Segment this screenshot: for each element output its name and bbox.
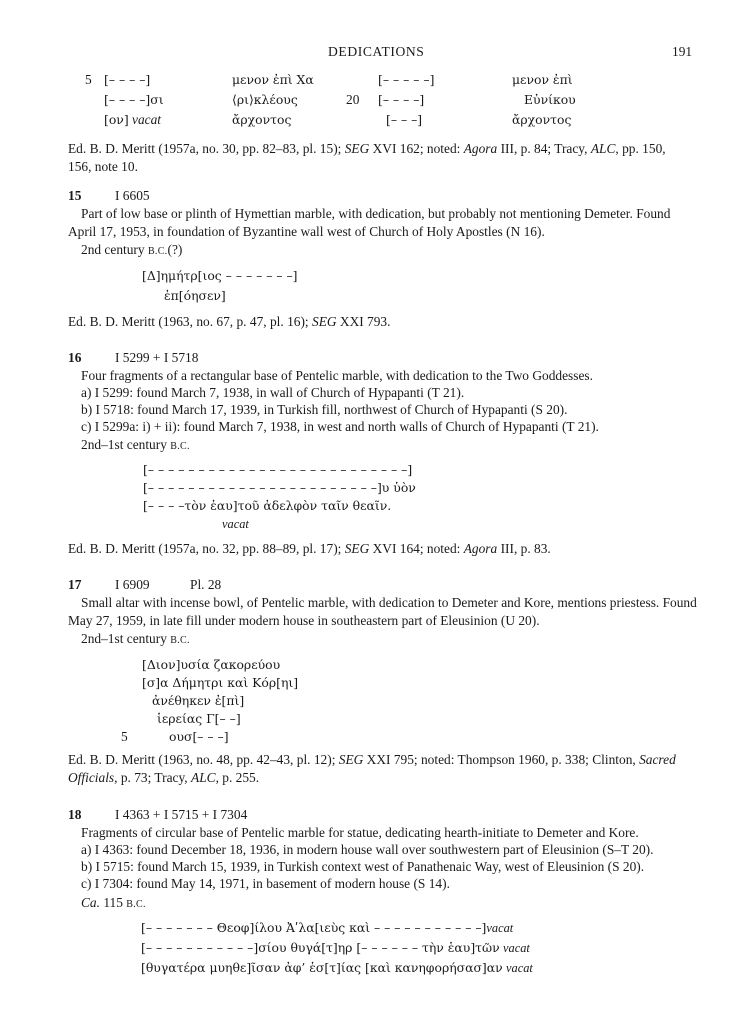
reference-line bbox=[68, 314, 390, 330]
reference-line bbox=[68, 752, 676, 768]
inventory-number: I 4363 + I 5715 + I 7304 bbox=[115, 807, 248, 822]
description-line: Four fragments of a rectangular base of Pentelic marble, with dedication to the Two Goddesses. bbox=[81, 368, 593, 383]
inscription-col2: ⟨ρι⟩κλέους bbox=[232, 92, 298, 107]
date-text: 2nd century bbox=[81, 242, 148, 257]
inscription-text: [θυγατέρα μυηθε]ῖσαν ἀφ’ ἑσ[τ]ίας [καὶ κανηφορήσασ]αν bbox=[141, 960, 503, 975]
date-text: 115 bbox=[99, 895, 127, 910]
vacat-note: vacat bbox=[506, 961, 533, 975]
inscription-col1 bbox=[104, 112, 161, 128]
reference-text: III, p. 83. bbox=[497, 541, 551, 556]
date-line bbox=[81, 895, 146, 913]
inventory-number: I 5299 + I 5718 bbox=[115, 350, 199, 365]
reference-text: XVI 162; noted: bbox=[369, 141, 464, 156]
inscription-text: [– – – – – – – Θεοφ]ίλου Ἀʹλα[ιεὺς καὶ – – – – – – – – – – –] bbox=[141, 920, 487, 935]
reference-agora: Agora bbox=[463, 141, 498, 156]
vacat-note: vacat bbox=[486, 921, 514, 935]
inscription-line: ἐπ[όησεν] bbox=[164, 288, 226, 303]
find-item: c) I 5299a: i) + ii): found March 7, 1938, in west and north walls of Church of Hypapanti (T 21). bbox=[81, 419, 599, 434]
inscription-text: [ον] bbox=[104, 112, 129, 127]
reference-seg: SEG bbox=[312, 314, 337, 329]
reference-text: Ed. B. D. Meritt (1957a, no. 32, pp. 88–89, pl. 17); bbox=[68, 541, 345, 556]
reference-line bbox=[68, 770, 259, 786]
reference-alc: ALC bbox=[191, 770, 216, 785]
vacat-note: vacat bbox=[503, 941, 530, 955]
line-number: 5 bbox=[121, 729, 128, 744]
date-line bbox=[81, 242, 182, 260]
inscription-line: [Δ]ημήτρ[ιος – – – – – – –] bbox=[142, 268, 298, 283]
entry-number: 16 bbox=[68, 350, 82, 365]
reference-text: XXI 795; noted: Thompson 1960, p. 338; Clinton, bbox=[363, 752, 640, 767]
entry-number: 17 bbox=[68, 577, 82, 592]
date-line bbox=[81, 437, 190, 455]
running-header-title: DEDICATIONS bbox=[328, 44, 425, 59]
description-line: Part of low base or plinth of Hymettian marble, with dedication, but probably not mentioning Demeter. Found bbox=[81, 206, 671, 221]
reference-line bbox=[68, 141, 666, 157]
inventory-number: I 6909 bbox=[115, 577, 150, 592]
inscription-col3: [– – – – –] bbox=[378, 72, 435, 87]
inscription-line bbox=[141, 920, 513, 936]
date-era: B.C. bbox=[126, 899, 146, 910]
inscription-line: [– – – –τὸν ἑαυ]τοῦ ἀδελφὸν ταῖν θεαῖν. bbox=[143, 498, 392, 513]
description-line: April 17, 1953, in foundation of Byzantine wall west of Church of Holy Apostles (N 16). bbox=[68, 224, 545, 239]
reference-text: III, p. 84; Tracy, bbox=[497, 141, 591, 156]
plate-reference: Pl. 28 bbox=[190, 577, 222, 592]
inscription-line: ουσ[– – –] bbox=[169, 729, 229, 744]
line-number: 5 bbox=[85, 72, 92, 87]
inscription-line: [– – – – – – – – – – – – – – – – – – – – – – –]υ ὑὸν bbox=[143, 480, 416, 495]
inscription-col1: [– – – –] bbox=[104, 72, 151, 87]
reference-line bbox=[68, 541, 551, 557]
inscription-col1: [– – – –]σι bbox=[104, 92, 164, 107]
find-item: b) I 5718: found March 17, 1939, in Turkish fill, northwest of Church of Hypapanti (S 20). bbox=[81, 402, 568, 417]
reference-text: XVI 164; noted: bbox=[369, 541, 464, 556]
reference-seg: SEG bbox=[344, 141, 370, 156]
reference-text: Ed. B. D. Meritt (1963, no. 67, p. 47, pl. 16); bbox=[68, 314, 312, 329]
inventory-number: I 6605 bbox=[115, 188, 150, 203]
date-text: 2nd–1st century bbox=[81, 631, 171, 646]
inscription-line: [Διον]υσία ζακορεύου bbox=[142, 657, 281, 672]
reference-text: , p. 73; Tracy, bbox=[114, 770, 192, 785]
date-era: B.C. bbox=[170, 635, 190, 646]
reference-text: Ed. B. D. Meritt (1963, no. 48, pp. 42–43, pl. 12); bbox=[68, 752, 339, 767]
inscription-line: ἀνέθηκεν ἐ[πὶ] bbox=[152, 693, 245, 708]
reference-text: , pp. 150, bbox=[615, 141, 666, 156]
inscription-line bbox=[141, 960, 533, 976]
reference-alc: ALC bbox=[590, 141, 616, 156]
inscription-line: ἱερείας Γ[– –] bbox=[157, 711, 241, 726]
inscription-line: [– – – – – – – – – – – – – – – – – – – – – – – – – –] bbox=[143, 462, 413, 477]
vacat-note: vacat bbox=[222, 517, 249, 531]
inscription-col4: ἄρχοντος bbox=[512, 112, 572, 127]
find-item: a) I 4363: found December 18, 1936, in modern house wall over southwestern part of Eleusinion (S–T 20). bbox=[81, 842, 654, 857]
reference-sacred: Sacred bbox=[639, 752, 676, 767]
line-number: 20 bbox=[346, 92, 360, 107]
reference-text: Ed. B. D. Meritt (1957a, no. 30, pp. 82–83, pl. 15); bbox=[68, 141, 345, 156]
date-suffix: (?) bbox=[167, 242, 183, 257]
inscription-col2: μενον ἐπὶ Χα bbox=[232, 72, 314, 87]
inscription-col3: [– – –] bbox=[386, 112, 423, 127]
date-text: 2nd–1st century bbox=[81, 437, 171, 452]
inscription-col2: ἄρχοντος bbox=[232, 112, 292, 127]
reference-agora: Agora bbox=[463, 541, 498, 556]
reference-seg: SEG bbox=[344, 541, 370, 556]
description-line: May 27, 1959, in late fill under modern house in southeastern part of Eleusinion (U 20). bbox=[68, 613, 540, 628]
page-number: 191 bbox=[672, 44, 693, 59]
inscription-line bbox=[141, 940, 530, 956]
description-line: Fragments of circular base of Pentelic marble for statue, dedicating hearth-initiate to Demeter and Kore. bbox=[81, 825, 639, 840]
reference-officials: Officials bbox=[68, 770, 115, 785]
date-era: B.C. bbox=[147, 246, 168, 257]
inscription-line: [σ]α Δήμητρι καὶ Κόρ[ηι] bbox=[142, 675, 299, 690]
find-item: a) I 5299: found March 7, 1938, in wall of Church of Hypapanti (T 21). bbox=[81, 385, 465, 400]
reference-seg: SEG bbox=[338, 752, 364, 767]
reference-text: XXI 793. bbox=[336, 314, 391, 329]
entry-number: 18 bbox=[68, 807, 82, 822]
find-item: c) I 7304: found May 14, 1971, in basement of modern house (S 14). bbox=[81, 876, 450, 891]
entry-number: 15 bbox=[68, 188, 82, 203]
inscription-col4: μενον ἐπὶ bbox=[512, 72, 573, 87]
description-line: Small altar with incense bowl, of Pentelic marble, with dedication to Demeter and Kore, mentions priestess. Found bbox=[81, 595, 697, 610]
reference-line: 156, note 10. bbox=[68, 159, 138, 174]
date-prefix: Ca. bbox=[81, 895, 100, 910]
vacat-note: vacat bbox=[132, 112, 162, 127]
date-era: B.C. bbox=[170, 441, 190, 452]
inscription-text: [– – – – – – – – – – –]σίου θυγά[τ]ηρ [– – – – – – τὴν ἑαυ]τῶν bbox=[141, 940, 500, 955]
inscription-col3: [– – – –] bbox=[378, 92, 425, 107]
inscription-col4: Εὐνίκου bbox=[524, 92, 576, 107]
date-line bbox=[81, 631, 190, 649]
reference-text: , p. 255. bbox=[215, 770, 260, 785]
find-item: b) I 5715: found March 15, 1939, in Turkish context west of Panathenaic Way, west of Eleusinion (S 20). bbox=[81, 859, 645, 874]
